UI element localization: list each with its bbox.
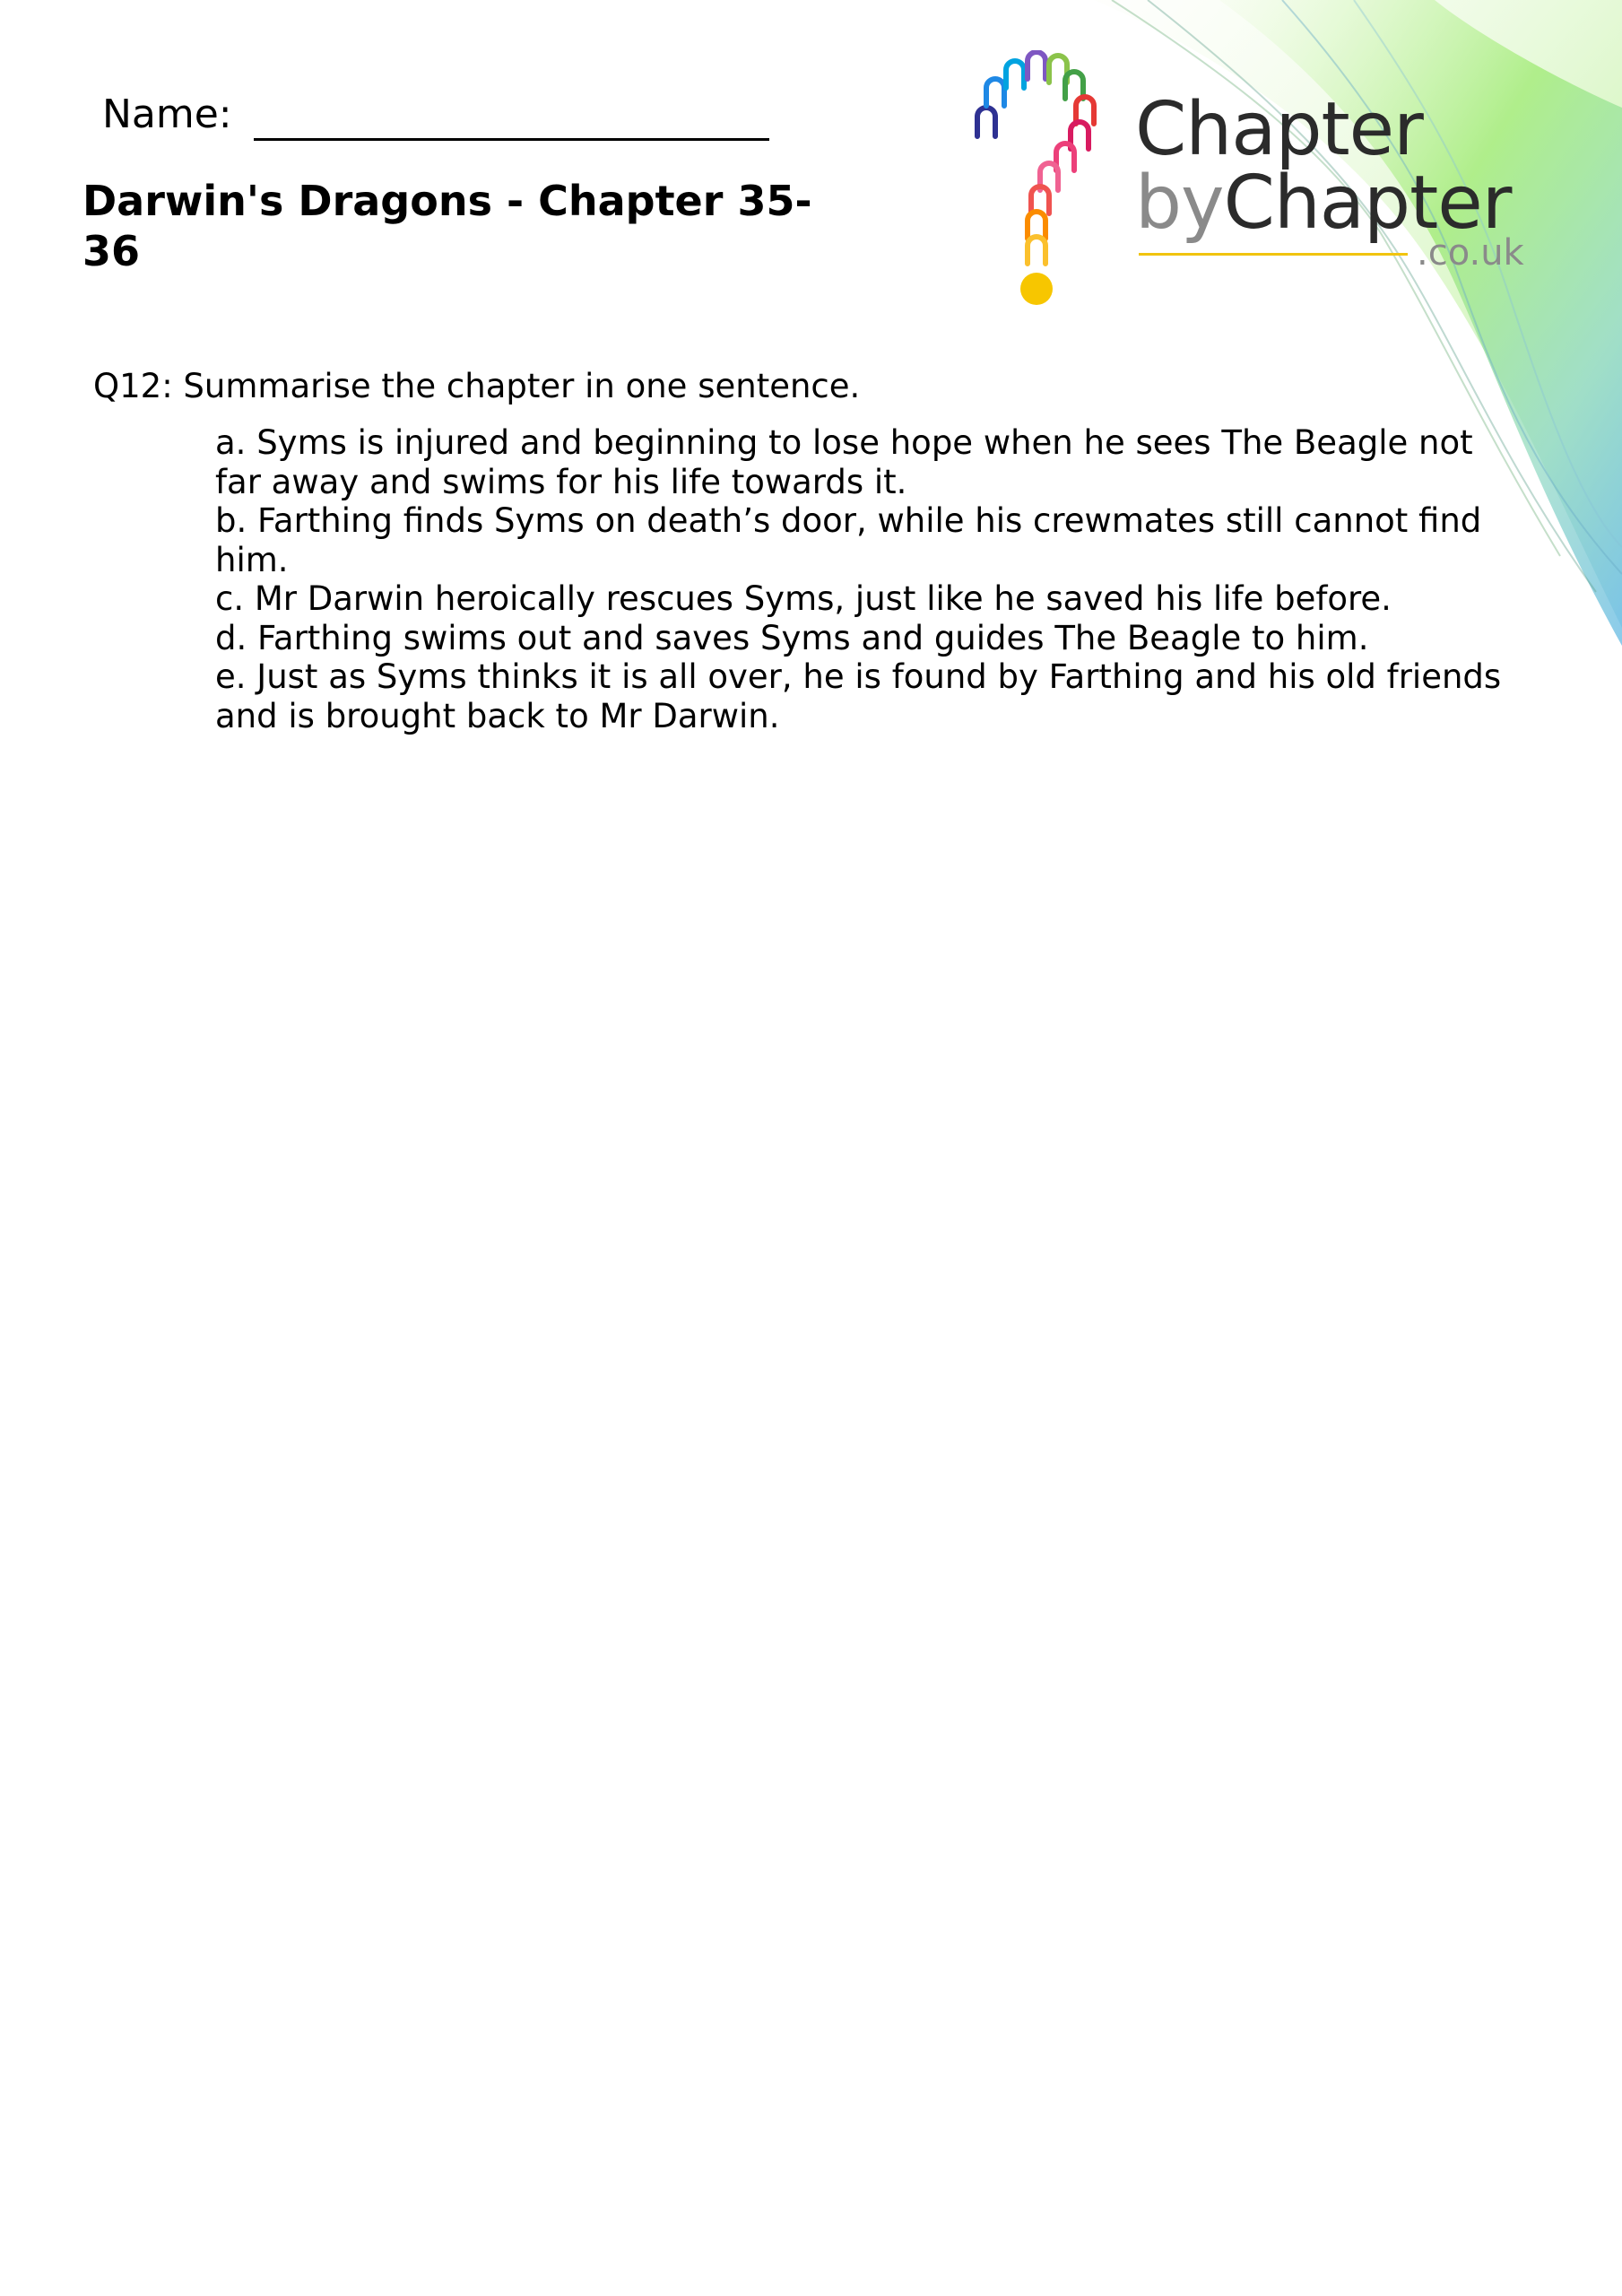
question-text: Q12: Summarise the chapter in one sentence. [93, 367, 861, 405]
name-label: Name: [102, 91, 232, 137]
worksheet-title: Darwin's Dragons - Chapter 35-36 [82, 177, 812, 275]
logo-domain: .co.uk [1417, 232, 1524, 274]
logo-text-chapter-2: Chapter [1223, 161, 1512, 246]
answer-option-c[interactable]: c. Mr Darwin heroically rescues Syms, just like he saved his life before. [215, 579, 1392, 618]
logo-text-chapter: Chapter [1135, 87, 1423, 172]
chapter-by-chapter-logo [963, 50, 1546, 319]
logo-underline [1139, 253, 1408, 256]
answer-option-d[interactable]: d. Farthing swims out and saves Syms and guides The Beagle to him. [215, 618, 1369, 657]
logo-text-by: by [1135, 161, 1224, 246]
answer-option-a[interactable]: a. Syms is injured and beginning to lose hope when he sees The Beagle not far away and swims for his life towards it. [215, 423, 1473, 501]
name-field-line[interactable] [254, 138, 769, 141]
question-mark-books-icon [963, 50, 1124, 319]
answer-options [215, 423, 1524, 735]
answer-option-e[interactable]: e. Just as Syms thinks it is all over, he is found by Farthing and his old friends and is brought back to Mr Darwin. [215, 657, 1502, 735]
answer-option-b[interactable]: b. Farthing finds Syms on death’s door, while his crewmates still cannot find him. [215, 501, 1482, 579]
